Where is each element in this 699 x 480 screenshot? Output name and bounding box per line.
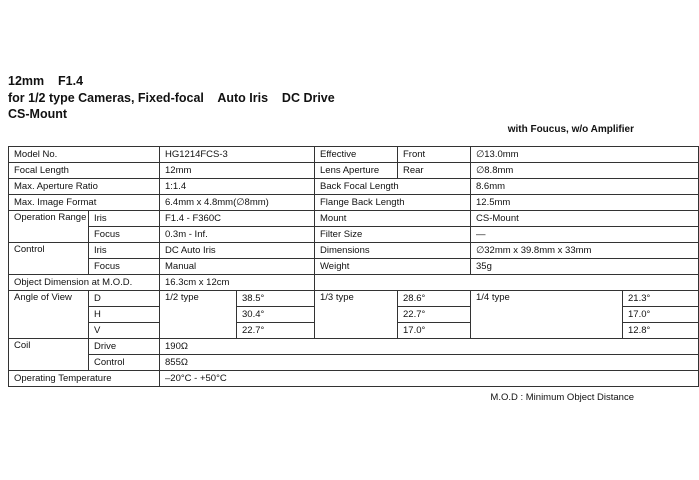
table-row [9, 275, 699, 291]
third-h-value: 22.7° [398, 307, 471, 323]
empty-cell [315, 275, 699, 291]
half-type-label: 1/2 type [160, 291, 237, 339]
coil-label: Coil [9, 339, 89, 371]
front-label: Front [398, 147, 471, 163]
control-focus-value: Manual [160, 259, 315, 275]
angle-h-label: H [89, 307, 160, 323]
half-d-value: 38.5° [237, 291, 315, 307]
object-dimension-label: Object Dimension at M.O.D. [9, 275, 160, 291]
angle-of-view-label: Angle of View [9, 291, 89, 339]
operation-iris-label: Iris [89, 211, 160, 227]
table-row [9, 195, 699, 211]
table-row [9, 147, 699, 163]
lens-aperture-label: Lens Aperture [315, 163, 398, 179]
table-row [9, 179, 699, 195]
half-h-value: 30.4° [237, 307, 315, 323]
front-value: ∅13.0mm [471, 147, 699, 163]
focal-length-label: Focal Length [9, 163, 160, 179]
object-dimension-value: 16.3cm x 12cm [160, 275, 315, 291]
max-aperture-ratio-value: 1:1.4 [160, 179, 315, 195]
title-line-1: 12mm F1.4 [8, 74, 84, 88]
quarter-h-value: 17.0° [623, 307, 699, 323]
max-image-format-value: 6.4mm x 4.8mm(∅8mm) [160, 195, 315, 211]
control-iris-label: Iris [89, 243, 160, 259]
table-row [9, 227, 699, 243]
table-row [9, 291, 699, 307]
table-row [9, 355, 699, 371]
coil-control-label: Control [89, 355, 160, 371]
back-focal-length-label: Back Focal Length [315, 179, 471, 195]
footnote: M.O.D : Minimum Object Distance [490, 392, 634, 403]
weight-label: Weight [315, 259, 471, 275]
mount-label: Mount [315, 211, 471, 227]
dimensions-value: ∅32mm x 39.8mm x 33mm [471, 243, 699, 259]
dimensions-label: Dimensions [315, 243, 471, 259]
quarter-type-label: 1/4 type [471, 291, 623, 339]
flange-back-length-label: Flange Back Length [315, 195, 471, 211]
operation-focus-value: 0.3m - Inf. [160, 227, 315, 243]
rear-label: Rear [398, 163, 471, 179]
spec-table [8, 146, 699, 387]
third-type-label: 1/3 type [315, 291, 398, 339]
third-v-value: 17.0° [398, 323, 471, 339]
angle-d-label: D [89, 291, 160, 307]
coil-control-value: 855Ω [160, 355, 699, 371]
title-line-2: for 1/2 type Cameras, Fixed-focal Auto Iris DC Drive [8, 91, 335, 105]
table-row [9, 259, 699, 275]
filter-size-value: — [471, 227, 699, 243]
focal-length-value: 12mm [160, 163, 315, 179]
half-v-value: 22.7° [237, 323, 315, 339]
flange-back-length-value: 12.5mm [471, 195, 699, 211]
mount-value: CS-Mount [471, 211, 699, 227]
control-iris-value: DC Auto Iris [160, 243, 315, 259]
table-row [9, 371, 699, 387]
model-no-value: HG1214FCS-3 [160, 147, 315, 163]
max-image-format-label: Max. Image Format [9, 195, 160, 211]
coil-drive-label: Drive [89, 339, 160, 355]
operation-iris-value: F1.4 - F360C [160, 211, 315, 227]
subtitle-note: with Foucus, w/o Amplifier [507, 124, 634, 135]
title-line-3: CS-Mount [8, 107, 68, 121]
angle-v-label: V [89, 323, 160, 339]
table-row [9, 163, 699, 179]
control-label: Control [9, 243, 89, 275]
table-row [9, 211, 699, 227]
filter-size-label: Filter Size [315, 227, 471, 243]
table-row [9, 243, 699, 259]
operating-temperature-value: –20°C - +50°C [160, 371, 699, 387]
max-aperture-ratio-label: Max. Aperture Ratio [9, 179, 160, 195]
operation-focus-label: Focus [89, 227, 160, 243]
effective-label: Effective [315, 147, 398, 163]
rear-value: ∅8.8mm [471, 163, 699, 179]
quarter-d-value: 21.3° [623, 291, 699, 307]
table-row [9, 339, 699, 355]
back-focal-length-value: 8.6mm [471, 179, 699, 195]
control-focus-label: Focus [89, 259, 160, 275]
operating-temperature-label: Operating Temperature [9, 371, 160, 387]
weight-value: 35g [471, 259, 699, 275]
operation-range-label: Operation Range [9, 211, 89, 243]
third-d-value: 28.6° [398, 291, 471, 307]
model-no-label: Model No. [9, 147, 160, 163]
quarter-v-value: 12.8° [623, 323, 699, 339]
coil-drive-value: 190Ω [160, 339, 699, 355]
